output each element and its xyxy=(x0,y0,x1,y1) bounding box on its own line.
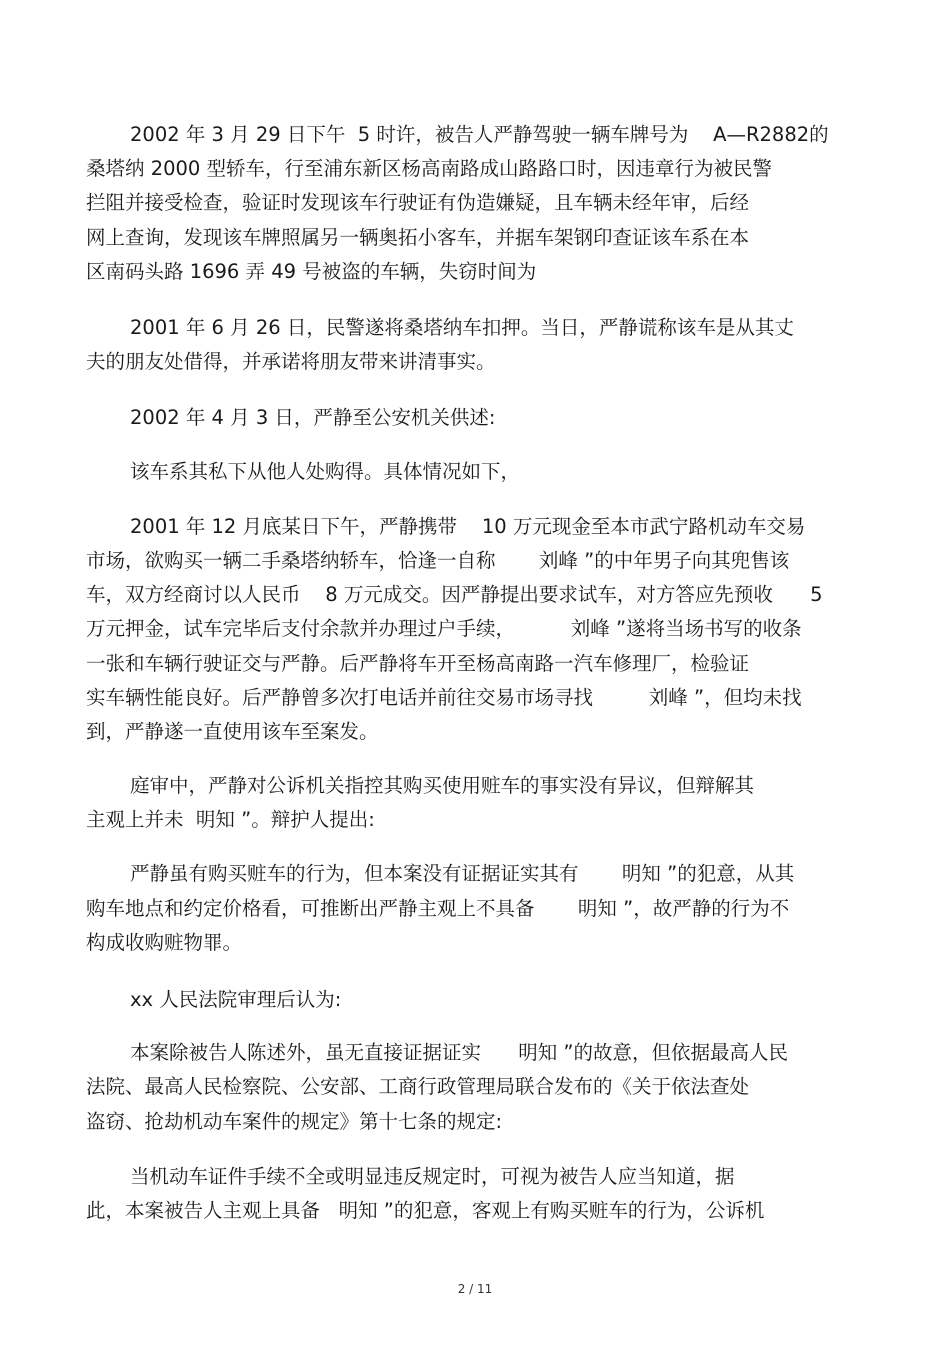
paragraph-line: 2001 年 6 月 26 日，民警遂将桑塔纳车扣押。当日，严静谎称该车是从其丈 xyxy=(130,316,794,339)
paragraph-line: 夫的朋友处借得，并承诺将朋友带来讲清事实。 xyxy=(86,350,496,373)
paragraph-line: 严静虽有购买赃车的行为，但本案没有证据证实其有 明知 ”的犯意，从其 xyxy=(130,862,795,885)
paragraph-line: 到，严静遂一直使用该车至案发。 xyxy=(86,720,379,743)
paragraph-line: 本案除被告人陈述外，虽无直接证据证实 明知 ”的故意，但依据最高人民 xyxy=(130,1041,788,1064)
paragraph-line: 实车辆性能良好。后严静曾多次打电话并前往交易市场寻找 刘峰 ”，但均未找 xyxy=(86,686,802,709)
paragraph-line: 桑塔纳 2000 型轿车，行至浦东新区杨高南路成山路路口时，因违章行为被民警 xyxy=(86,157,773,180)
paragraph-line: 一张和车辆行驶证交与严静。后严静将车开至杨高南路一汽车修理厂，检验证 xyxy=(86,652,750,675)
paragraph-line: 万元押金，试车完毕后支付余款并办理过户手续， 刘峰 ”遂将当场书写的收条 xyxy=(86,617,802,640)
paragraph-line: 购车地点和约定价格看，可推断出严静主观上不具备 明知 ”，故严静的行为不 xyxy=(86,897,790,920)
paragraph-line: 市场，欲购买一辆二手桑塔纳轿车，恰逢一自称 刘峰 ”的中年男子向其兜售该 xyxy=(86,549,790,572)
paragraph-line: 此，本案被告人主观上具备 明知 ”的犯意，客观上有购买赃车的行为，公诉机 xyxy=(86,1199,765,1222)
paragraph-line: 当机动车证件手续不全或明显违反规定时，可视为被告人应当知道，据 xyxy=(130,1165,735,1188)
paragraph-line: 该车系其私下从他人处购得。具体情况如下， xyxy=(130,460,521,483)
paragraph-line: 庭审中，严静对公诉机关指控其购买使用赃车的事实没有异议，但辩解其 xyxy=(130,774,755,797)
paragraph-line: 2001 年 12 月底某日下午，严静携带 10 万元现金至本市武宁路机动车交易 xyxy=(130,515,806,538)
paragraph-line: 2002 年 4 月 3 日，严静至公安机关供述: xyxy=(130,406,496,429)
paragraph-line: 主观上并未 明知 ”。辩护人提出: xyxy=(86,808,375,831)
paragraph-line: 拦阻并接受检查，验证时发现该车行驶证有伪造嫌疑，且车辆未经年审，后经 xyxy=(86,191,750,214)
paragraph-line: 网上查询，发现该车牌照属另一辆奥拓小客车，并据车架钢印查证该车系在本 xyxy=(86,226,750,249)
paragraph-line: 法院、最高人民检察院、公安部、工商行政管理局联合发布的《关于依法查处 xyxy=(86,1075,750,1098)
paragraph-line: 车，双方经商讨以人民币 8 万元成交。因严静提出要求试车，对方答应先预收 5 xyxy=(86,583,823,606)
page-number: 2 / 11 xyxy=(457,1282,493,1296)
paragraph-line: xx 人民法院审理后认为: xyxy=(130,988,342,1011)
paragraph-line: 构成收购赃物罪。 xyxy=(86,931,243,954)
paragraph-line: 盗窃、抢劫机动车案件的规定》第十七条的规定: xyxy=(86,1110,503,1133)
paragraph-line: 区南码头路 1696 弄 49 号被盗的车辆，失窃时间为 xyxy=(86,260,537,283)
paragraph-line: 2002 年 3 月 29 日下午 5 时许，被告人严静驾驶一辆车牌号为 A—R2882的 xyxy=(130,123,829,146)
